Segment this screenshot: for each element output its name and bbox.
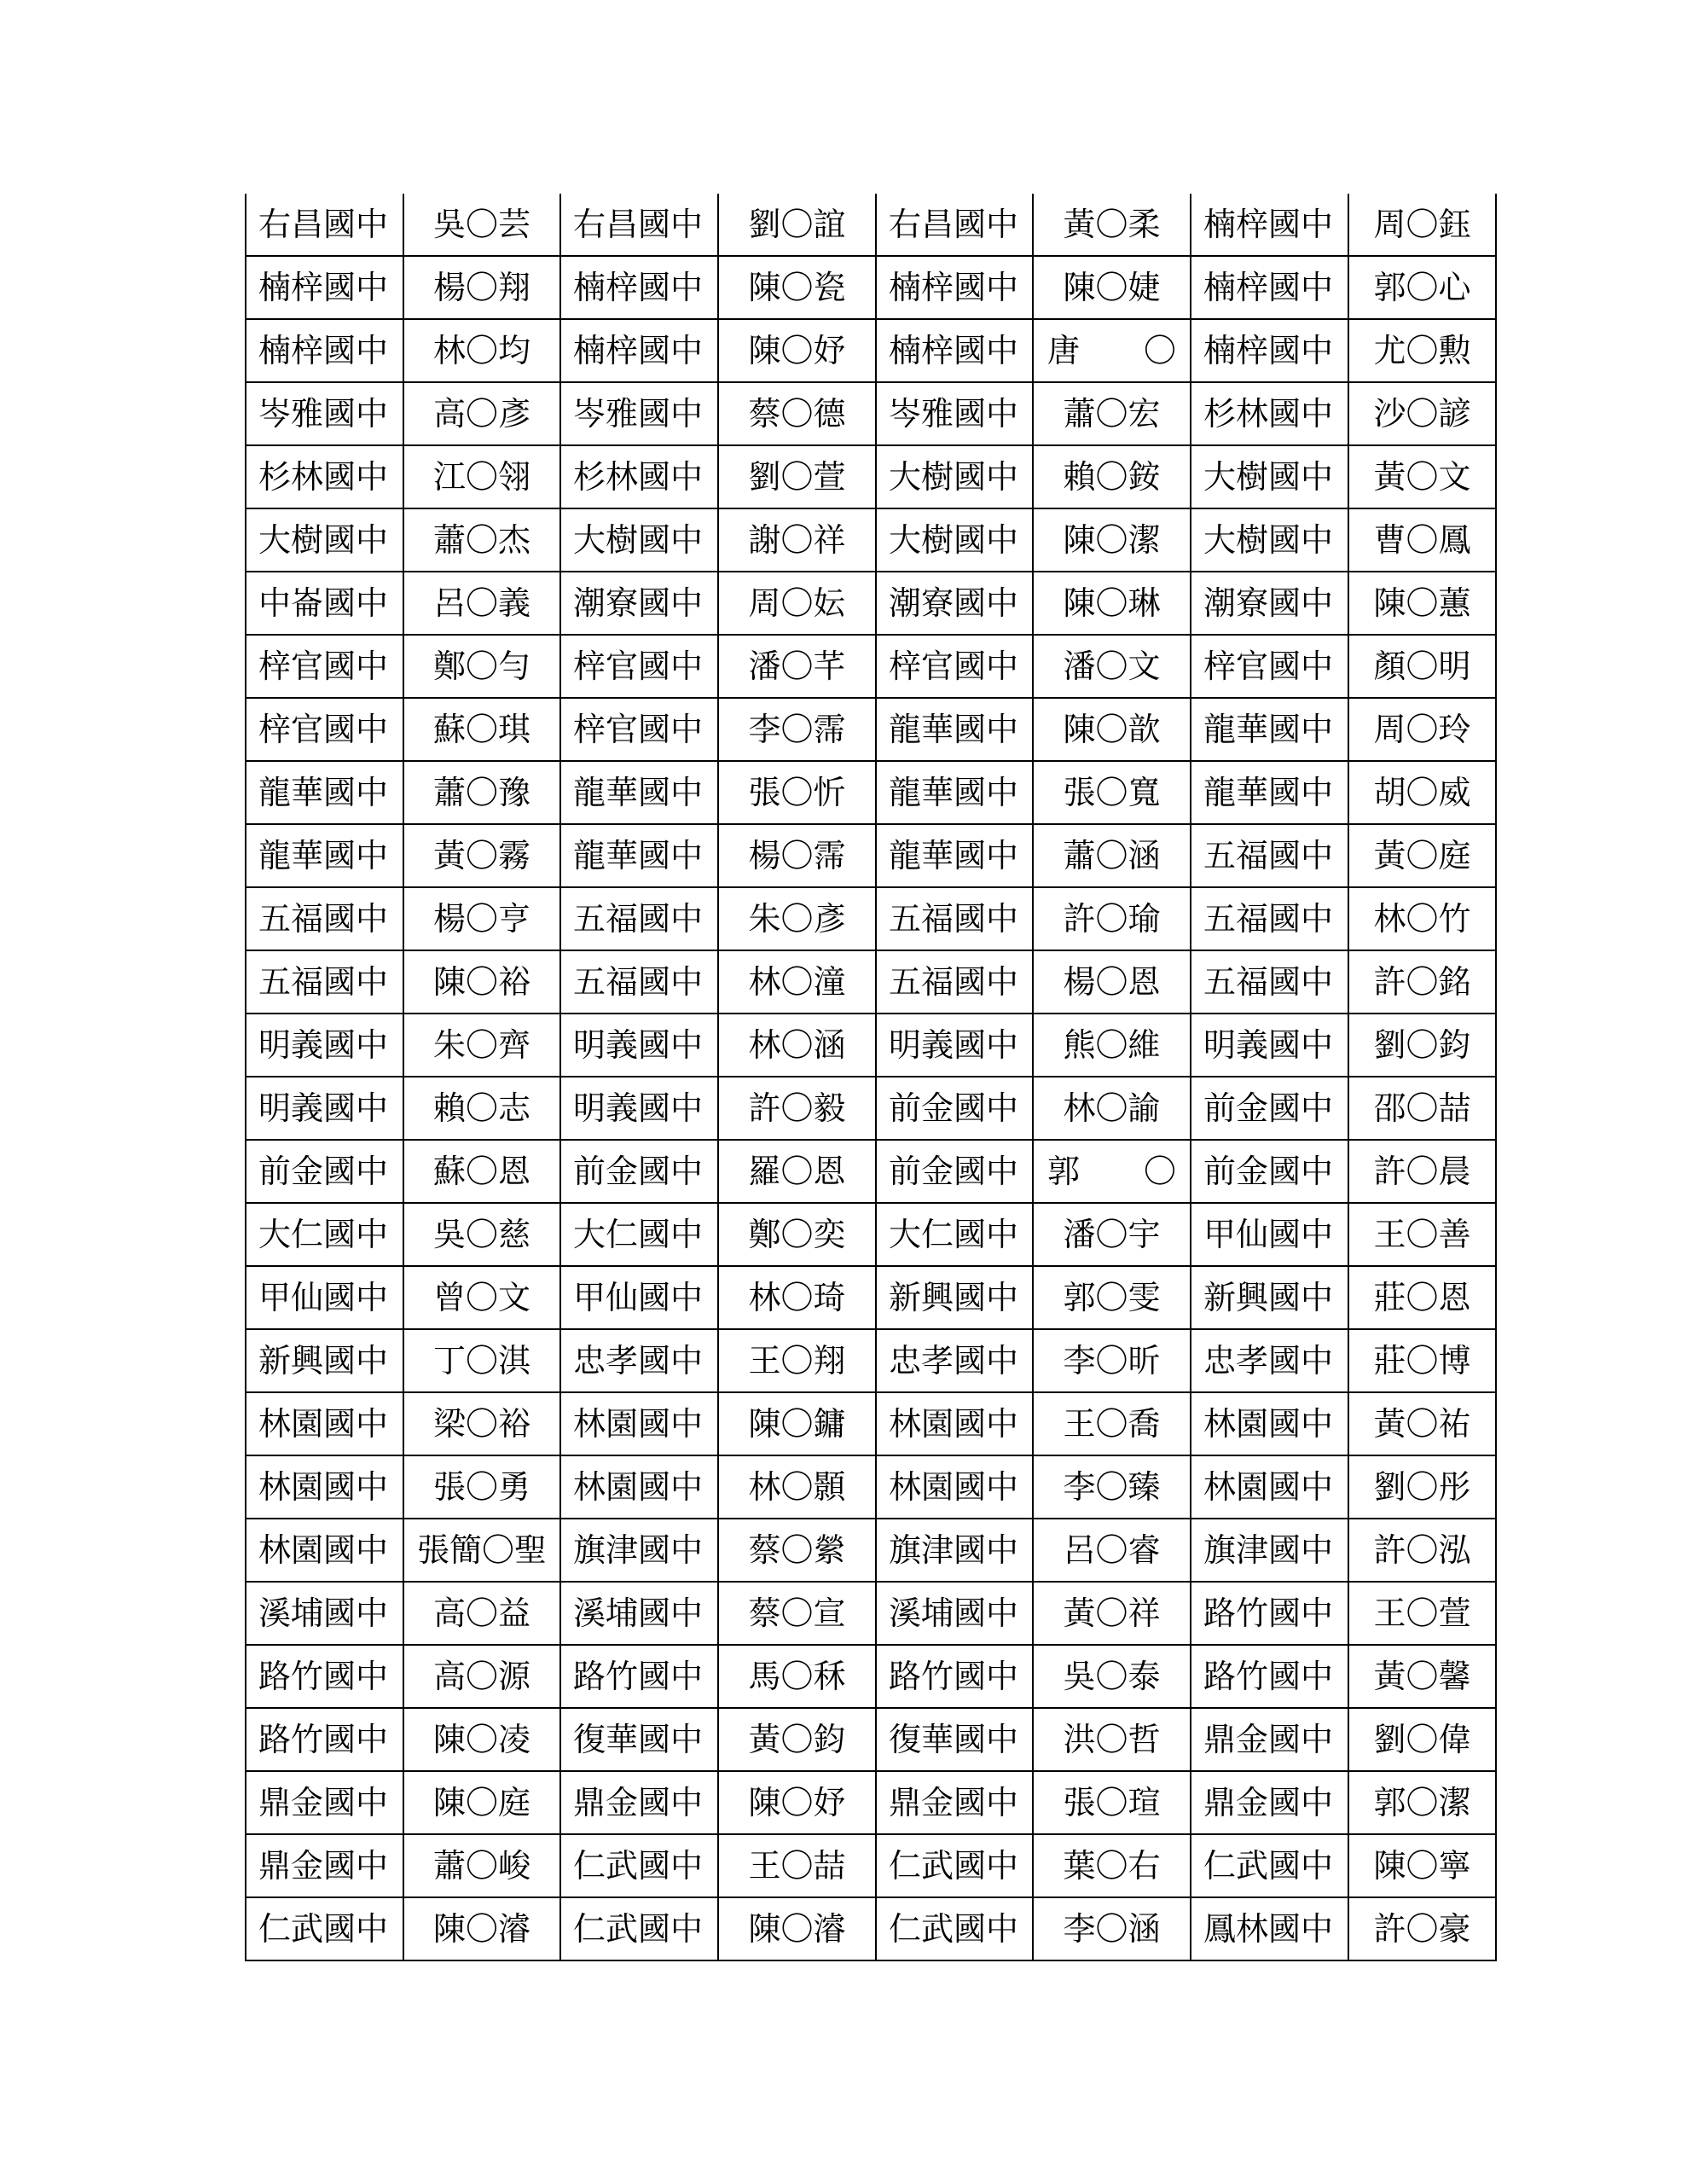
school-cell: 仁武國中	[876, 1897, 1033, 1960]
school-cell: 楠梓國中	[560, 319, 718, 382]
school-cell: 楠梓國中	[876, 256, 1033, 319]
school-cell: 溪埔國中	[560, 1582, 718, 1645]
student-name-cell: 鄭〇奕	[718, 1203, 876, 1266]
school-cell: 仁武國中	[1191, 1834, 1348, 1897]
student-name-cell: 王〇喬	[1033, 1392, 1191, 1455]
student-name-cell: 李〇涵	[1033, 1897, 1191, 1960]
school-cell: 五福國中	[876, 950, 1033, 1014]
school-cell: 林園國中	[246, 1519, 403, 1582]
school-cell: 林園國中	[560, 1392, 718, 1455]
school-cell: 鼎金國中	[246, 1771, 403, 1834]
table-row	[246, 1582, 1496, 1645]
table-row	[246, 1329, 1496, 1392]
school-cell: 路竹國中	[246, 1708, 403, 1771]
student-name-cell: 林〇竹	[1348, 887, 1496, 950]
student-name-cell: 黃〇馨	[1348, 1645, 1496, 1708]
table-row	[246, 1834, 1496, 1897]
roster-body	[246, 194, 1496, 1960]
school-cell: 新興國中	[876, 1266, 1033, 1329]
school-cell: 龍華國中	[876, 698, 1033, 761]
school-cell: 右昌國中	[876, 194, 1033, 256]
school-cell: 右昌國中	[560, 194, 718, 256]
student-name-cell: 林〇諭	[1033, 1077, 1191, 1140]
school-cell: 明義國中	[560, 1014, 718, 1077]
school-cell: 鼎金國中	[1191, 1708, 1348, 1771]
student-name-cell: 黃〇文	[1348, 445, 1496, 508]
student-name-cell: 陳〇蕙	[1348, 572, 1496, 635]
student-name-cell: 朱〇彥	[718, 887, 876, 950]
table-row	[246, 1392, 1496, 1455]
student-name-cell: 黃〇柔	[1033, 194, 1191, 256]
student-name-cell: 王〇萱	[1348, 1582, 1496, 1645]
student-name-cell: 許〇毅	[718, 1077, 876, 1140]
student-name-cell: 陳〇潔	[1033, 508, 1191, 572]
student-name-cell: 蘇〇恩	[403, 1140, 560, 1203]
student-name-cell: 張〇寬	[1033, 761, 1191, 824]
student-name-cell: 蕭〇豫	[403, 761, 560, 824]
table-row	[246, 1708, 1496, 1771]
school-cell: 鼎金國中	[560, 1771, 718, 1834]
table-row	[246, 1519, 1496, 1582]
student-name-cell: 張〇勇	[403, 1455, 560, 1519]
table-row	[246, 382, 1496, 445]
school-cell: 路竹國中	[560, 1645, 718, 1708]
school-cell: 楠梓國中	[246, 256, 403, 319]
school-cell: 甲仙國中	[246, 1266, 403, 1329]
school-cell: 路竹國中	[1191, 1582, 1348, 1645]
student-name-cell: 劉〇萱	[718, 445, 876, 508]
school-cell: 岑雅國中	[560, 382, 718, 445]
student-name-cell: 葉〇右	[1033, 1834, 1191, 1897]
student-name-cell: 陳〇琳	[1033, 572, 1191, 635]
school-cell: 林園國中	[876, 1455, 1033, 1519]
school-cell: 梓官國中	[876, 635, 1033, 698]
student-name-cell: 許〇晨	[1348, 1140, 1496, 1203]
school-cell: 鼎金國中	[1191, 1771, 1348, 1834]
student-name-cell: 吳〇芸	[403, 194, 560, 256]
school-cell: 林園國中	[876, 1392, 1033, 1455]
table-row	[246, 761, 1496, 824]
school-cell: 大樹國中	[876, 445, 1033, 508]
student-name-cell: 鄭〇勻	[403, 635, 560, 698]
school-cell: 龍華國中	[1191, 698, 1348, 761]
student-name-cell: 林〇潼	[718, 950, 876, 1014]
table-row	[246, 1266, 1496, 1329]
student-name-cell: 劉〇偉	[1348, 1708, 1496, 1771]
student-name-cell: 陳〇凌	[403, 1708, 560, 1771]
school-cell: 溪埔國中	[876, 1582, 1033, 1645]
student-name-cell: 黃〇祥	[1033, 1582, 1191, 1645]
student-name-cell: 李〇昕	[1033, 1329, 1191, 1392]
student-name-cell: 郭〇潔	[1348, 1771, 1496, 1834]
school-cell: 楠梓國中	[1191, 256, 1348, 319]
table-row	[246, 1897, 1496, 1960]
school-cell: 前金國中	[1191, 1077, 1348, 1140]
student-name-cell: 呂〇睿	[1033, 1519, 1191, 1582]
school-cell: 梓官國中	[560, 635, 718, 698]
student-name-cell: 莊〇恩	[1348, 1266, 1496, 1329]
school-cell: 仁武國中	[560, 1834, 718, 1897]
school-cell: 龍華國中	[560, 761, 718, 824]
student-name-cell: 周〇妘	[718, 572, 876, 635]
school-cell: 甲仙國中	[1191, 1203, 1348, 1266]
table-row	[246, 1455, 1496, 1519]
table-row	[246, 1203, 1496, 1266]
table-row	[246, 1077, 1496, 1140]
student-name-cell: 陳〇濬	[718, 1897, 876, 1960]
school-cell: 忠孝國中	[560, 1329, 718, 1392]
school-cell: 甲仙國中	[560, 1266, 718, 1329]
school-cell: 五福國中	[1191, 824, 1348, 887]
school-cell: 路竹國中	[246, 1645, 403, 1708]
table-row	[246, 256, 1496, 319]
student-name-cell: 謝〇祥	[718, 508, 876, 572]
school-cell: 明義國中	[246, 1077, 403, 1140]
school-cell: 楠梓國中	[1191, 194, 1348, 256]
student-name-cell: 李〇臻	[1033, 1455, 1191, 1519]
student-name-cell: 尤〇勲	[1348, 319, 1496, 382]
school-cell: 旗津國中	[876, 1519, 1033, 1582]
student-name-cell: 蕭〇宏	[1033, 382, 1191, 445]
school-cell: 明義國中	[246, 1014, 403, 1077]
school-cell: 復華國中	[560, 1708, 718, 1771]
student-name-cell: 蔡〇德	[718, 382, 876, 445]
school-cell: 潮寮國中	[1191, 572, 1348, 635]
student-name-cell: 羅〇恩	[718, 1140, 876, 1203]
student-name-cell: 胡〇威	[1348, 761, 1496, 824]
student-name-cell: 朱〇齊	[403, 1014, 560, 1077]
student-name-cell: 蕭〇杰	[403, 508, 560, 572]
student-name-cell: 賴〇志	[403, 1077, 560, 1140]
school-cell: 梓官國中	[1191, 635, 1348, 698]
student-name-cell: 曾〇文	[403, 1266, 560, 1329]
student-name-cell: 許〇銘	[1348, 950, 1496, 1014]
student-name-cell: 許〇瑜	[1033, 887, 1191, 950]
school-cell: 五福國中	[560, 887, 718, 950]
school-cell: 五福國中	[1191, 887, 1348, 950]
student-name-cell: 陳〇婕	[1033, 256, 1191, 319]
student-name-cell: 潘〇文	[1033, 635, 1191, 698]
school-cell: 明義國中	[876, 1014, 1033, 1077]
student-name-cell: 林〇涵	[718, 1014, 876, 1077]
school-cell: 中崙國中	[246, 572, 403, 635]
school-cell: 龍華國中	[560, 824, 718, 887]
student-name-cell: 賴〇銨	[1033, 445, 1191, 508]
student-name-cell: 楊〇霈	[718, 824, 876, 887]
student-name-cell: 曹〇鳳	[1348, 508, 1496, 572]
school-cell: 梓官國中	[560, 698, 718, 761]
school-cell: 杉林國中	[1191, 382, 1348, 445]
student-name-cell: 陳〇瓷	[718, 256, 876, 319]
school-cell: 大樹國中	[1191, 445, 1348, 508]
student-name-cell: 熊〇維	[1033, 1014, 1191, 1077]
school-cell: 明義國中	[560, 1077, 718, 1140]
student-name-cell: 張簡〇聖	[403, 1519, 560, 1582]
student-name-cell: 陳〇裕	[403, 950, 560, 1014]
school-cell: 新興國中	[246, 1329, 403, 1392]
school-cell: 楠梓國中	[1191, 319, 1348, 382]
student-name-cell: 陳〇濬	[403, 1897, 560, 1960]
school-cell: 楠梓國中	[246, 319, 403, 382]
table-row	[246, 950, 1496, 1014]
student-roster-table	[245, 194, 1497, 1961]
student-name-cell: 莊〇博	[1348, 1329, 1496, 1392]
school-cell: 大仁國中	[560, 1203, 718, 1266]
school-cell: 仁武國中	[876, 1834, 1033, 1897]
student-name-cell: 許〇豪	[1348, 1897, 1496, 1960]
student-name-cell: 陳〇寧	[1348, 1834, 1496, 1897]
school-cell: 前金國中	[1191, 1140, 1348, 1203]
student-name-cell: 陳〇妤	[718, 319, 876, 382]
school-cell: 龍華國中	[246, 761, 403, 824]
school-cell: 路竹國中	[876, 1645, 1033, 1708]
school-cell: 忠孝國中	[876, 1329, 1033, 1392]
student-name-cell: 陳〇妤	[718, 1771, 876, 1834]
student-name-cell: 黃〇庭	[1348, 824, 1496, 887]
school-cell: 五福國中	[1191, 950, 1348, 1014]
school-cell: 龍華國中	[246, 824, 403, 887]
student-name-cell: 高〇益	[403, 1582, 560, 1645]
school-cell: 鼎金國中	[876, 1771, 1033, 1834]
student-name-cell: 沙〇諺	[1348, 382, 1496, 445]
student-name-cell: 蕭〇峻	[403, 1834, 560, 1897]
student-name-cell: 劉〇誼	[718, 194, 876, 256]
student-name-cell: 張〇忻	[718, 761, 876, 824]
student-name-cell: 高〇源	[403, 1645, 560, 1708]
student-name-cell: 梁〇裕	[403, 1392, 560, 1455]
school-cell: 右昌國中	[246, 194, 403, 256]
school-cell: 林園國中	[246, 1455, 403, 1519]
school-cell: 前金國中	[246, 1140, 403, 1203]
student-name-cell: 黃〇祐	[1348, 1392, 1496, 1455]
school-cell: 忠孝國中	[1191, 1329, 1348, 1392]
school-cell: 岑雅國中	[876, 382, 1033, 445]
school-cell: 杉林國中	[246, 445, 403, 508]
school-cell: 五福國中	[876, 887, 1033, 950]
student-name-cell: 蘇〇琪	[403, 698, 560, 761]
student-name-cell: 潘〇芊	[718, 635, 876, 698]
student-name-cell: 邵〇喆	[1348, 1077, 1496, 1140]
table-row	[246, 1140, 1496, 1203]
student-name-cell: 高〇彥	[403, 382, 560, 445]
school-cell: 龍華國中	[876, 824, 1033, 887]
table-row	[246, 508, 1496, 572]
school-cell: 前金國中	[560, 1140, 718, 1203]
student-name-cell: 楊〇恩	[1033, 950, 1191, 1014]
school-cell: 五福國中	[560, 950, 718, 1014]
student-name-cell: 蕭〇涵	[1033, 824, 1191, 887]
table-row	[246, 887, 1496, 950]
student-name-cell: 呂〇義	[403, 572, 560, 635]
student-name-cell: 江〇翎	[403, 445, 560, 508]
student-name-cell: 洪〇哲	[1033, 1708, 1191, 1771]
school-cell: 明義國中	[1191, 1014, 1348, 1077]
student-name-cell: 楊〇翔	[403, 256, 560, 319]
student-name-cell: 林〇顥	[718, 1455, 876, 1519]
student-name-cell: 劉〇鈞	[1348, 1014, 1496, 1077]
student-name-cell: 王〇善	[1348, 1203, 1496, 1266]
school-cell: 大仁國中	[246, 1203, 403, 1266]
school-cell: 旗津國中	[560, 1519, 718, 1582]
school-cell: 鳳林國中	[1191, 1897, 1348, 1960]
school-cell: 溪埔國中	[246, 1582, 403, 1645]
student-name-cell: 顏〇明	[1348, 635, 1496, 698]
school-cell: 潮寮國中	[876, 572, 1033, 635]
school-cell: 林園國中	[1191, 1455, 1348, 1519]
table-row	[246, 572, 1496, 635]
school-cell: 杉林國中	[560, 445, 718, 508]
table-row	[246, 319, 1496, 382]
student-name-cell: 張〇瑄	[1033, 1771, 1191, 1834]
student-name-cell: 陳〇庭	[403, 1771, 560, 1834]
student-name-cell: 吳〇慈	[403, 1203, 560, 1266]
school-cell: 楠梓國中	[876, 319, 1033, 382]
school-cell: 林園國中	[1191, 1392, 1348, 1455]
student-name-cell: 唐 〇	[1033, 319, 1191, 382]
table-row	[246, 1645, 1496, 1708]
school-cell: 林園國中	[246, 1392, 403, 1455]
school-cell: 楠梓國中	[560, 256, 718, 319]
school-cell: 五福國中	[246, 887, 403, 950]
table-row	[246, 1771, 1496, 1834]
school-cell: 前金國中	[876, 1077, 1033, 1140]
school-cell: 龍華國中	[876, 761, 1033, 824]
table-row	[246, 635, 1496, 698]
student-name-cell: 黃〇霧	[403, 824, 560, 887]
school-cell: 前金國中	[876, 1140, 1033, 1203]
student-name-cell: 陳〇鏞	[718, 1392, 876, 1455]
school-cell: 復華國中	[876, 1708, 1033, 1771]
table-row	[246, 1014, 1496, 1077]
school-cell: 梓官國中	[246, 635, 403, 698]
student-name-cell: 林〇均	[403, 319, 560, 382]
school-cell: 大樹國中	[1191, 508, 1348, 572]
school-cell: 大樹國中	[246, 508, 403, 572]
school-cell: 梓官國中	[246, 698, 403, 761]
student-name-cell: 王〇喆	[718, 1834, 876, 1897]
student-name-cell: 許〇泓	[1348, 1519, 1496, 1582]
school-cell: 林園國中	[560, 1455, 718, 1519]
school-cell: 仁武國中	[560, 1897, 718, 1960]
student-name-cell: 丁〇淇	[403, 1329, 560, 1392]
student-name-cell: 劉〇彤	[1348, 1455, 1496, 1519]
school-cell: 潮寮國中	[560, 572, 718, 635]
student-name-cell: 郭〇心	[1348, 256, 1496, 319]
table-row	[246, 698, 1496, 761]
student-name-cell: 黃〇鈞	[718, 1708, 876, 1771]
school-cell: 路竹國中	[1191, 1645, 1348, 1708]
student-name-cell: 郭〇雯	[1033, 1266, 1191, 1329]
school-cell: 大樹國中	[560, 508, 718, 572]
school-cell: 旗津國中	[1191, 1519, 1348, 1582]
school-cell: 龍華國中	[1191, 761, 1348, 824]
student-name-cell: 林〇琦	[718, 1266, 876, 1329]
student-name-cell: 郭 〇	[1033, 1140, 1191, 1203]
school-cell: 鼎金國中	[246, 1834, 403, 1897]
school-cell: 新興國中	[1191, 1266, 1348, 1329]
student-name-cell: 李〇霈	[718, 698, 876, 761]
student-name-cell: 馬〇秝	[718, 1645, 876, 1708]
school-cell: 五福國中	[246, 950, 403, 1014]
student-name-cell: 周〇鈺	[1348, 194, 1496, 256]
student-name-cell: 蔡〇宣	[718, 1582, 876, 1645]
student-name-cell: 吳〇泰	[1033, 1645, 1191, 1708]
school-cell: 仁武國中	[246, 1897, 403, 1960]
student-name-cell: 楊〇亨	[403, 887, 560, 950]
student-name-cell: 陳〇歆	[1033, 698, 1191, 761]
student-name-cell: 蔡〇縈	[718, 1519, 876, 1582]
student-name-cell: 潘〇宇	[1033, 1203, 1191, 1266]
table-row	[246, 194, 1496, 256]
school-cell: 岑雅國中	[246, 382, 403, 445]
table-row	[246, 445, 1496, 508]
student-name-cell: 王〇翔	[718, 1329, 876, 1392]
table-row	[246, 824, 1496, 887]
student-name-cell: 周〇玲	[1348, 698, 1496, 761]
school-cell: 大樹國中	[876, 508, 1033, 572]
school-cell: 大仁國中	[876, 1203, 1033, 1266]
